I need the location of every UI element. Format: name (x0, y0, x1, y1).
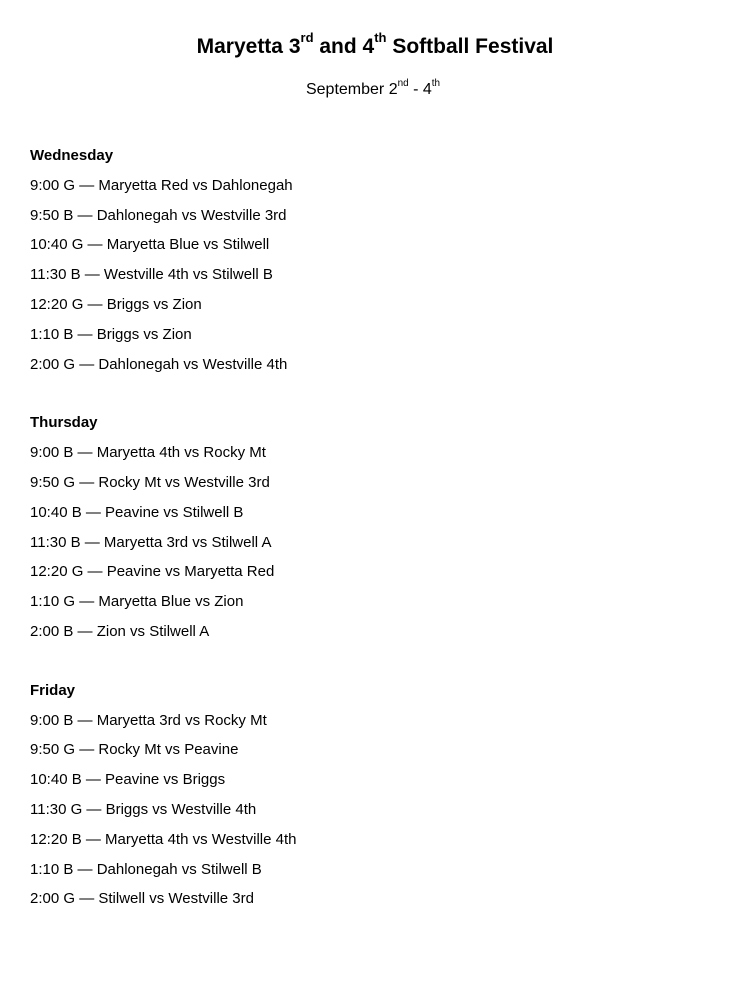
day-section-thursday (30, 408, 730, 646)
game-item: 12:20 G — Briggs vs Zion (30, 295, 202, 313)
title-prefix: Maryetta 3 (196, 35, 301, 58)
day-heading: Wednesday (30, 147, 114, 164)
game-item: 11:30 B — Westville 4th vs Stilwell B (30, 266, 273, 284)
game-item: 10:40 B — Peavine vs Briggs (30, 771, 226, 789)
game-item: 9:50 G — Rocky Mt vs Westville 3rd (30, 473, 270, 491)
title-middle: and 4 (313, 35, 375, 58)
game-item: 2:00 B — Zion vs Stilwell A (30, 622, 210, 640)
game-item: 12:20 B — Maryetta 4th vs Westville 4th (30, 830, 297, 848)
game-item: 1:10 G — Maryetta Blue vs Zion (30, 593, 244, 611)
game-item: 2:00 G — Stilwell vs Westville 3rd (30, 890, 254, 908)
schedule (30, 141, 730, 943)
title-superscript-th: th (374, 30, 387, 46)
game-item: 10:40 G — Maryetta Blue vs Stilwell (30, 236, 270, 254)
day-heading: Friday (30, 681, 76, 699)
game-item: 9:00 G — Maryetta Red vs Dahlonegah (30, 176, 293, 194)
game-item: 1:10 B — Briggs vs Zion (30, 325, 192, 343)
day-section-friday (30, 676, 730, 914)
game-item: 9:50 G — Rocky Mt vs Peavine (30, 741, 239, 759)
subtitle-superscript-th: th (431, 77, 441, 89)
subtitle-middle: - 4 (408, 81, 432, 98)
game-item: 10:40 B — Peavine vs Stilwell B (30, 503, 244, 521)
title-superscript-rd: rd (300, 30, 314, 46)
day-heading: Thursday (30, 414, 98, 432)
game-item: 11:30 B — Maryetta 3rd vs Stilwell A (30, 533, 272, 551)
day-section-wednesday (30, 141, 730, 379)
game-item: 12:20 G — Peavine vs Maryetta Red (30, 563, 275, 581)
game-item: 11:30 G — Briggs vs Westville 4th (30, 800, 257, 818)
subtitle-superscript-nd: nd (397, 77, 409, 89)
game-item: 9:00 B — Maryetta 3rd vs Rocky Mt (30, 711, 267, 729)
document-title (0, 30, 750, 61)
title-suffix: Softball Festival (386, 35, 554, 58)
game-item: 1:10 B — Dahlonegah vs Stilwell B (30, 860, 262, 878)
subtitle-prefix: September 2 (305, 81, 398, 98)
document-date-range (0, 79, 746, 101)
game-item: 2:00 G — Dahlonegah vs Westville 4th (30, 355, 288, 373)
game-item: 9:00 B — Maryetta 4th vs Rocky Mt (30, 444, 266, 462)
game-item: 9:50 B — Dahlonegah vs Westville 3rd (30, 206, 287, 224)
